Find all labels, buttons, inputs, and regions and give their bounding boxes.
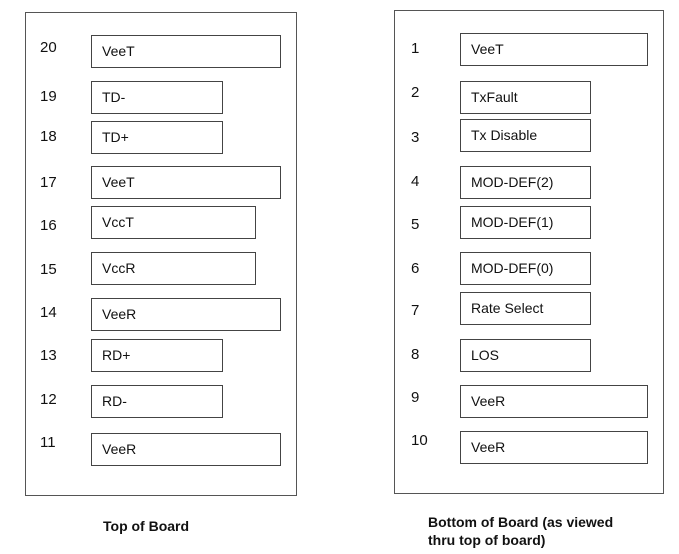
top-pin-label: VccR <box>91 252 256 285</box>
bottom-pin-number: 10 <box>411 432 428 449</box>
top-pin-number: 18 <box>40 128 57 145</box>
bottom-pin-number: 7 <box>411 302 420 319</box>
bottom-pin-number: 9 <box>411 389 420 406</box>
bottom-pin-label: VeeR <box>460 431 648 464</box>
bottom-pin-number: 8 <box>411 346 420 363</box>
top-pin-label: VeeT <box>91 35 281 68</box>
top-pin-label: VeeR <box>91 298 281 331</box>
bottom-pin-label: MOD-DEF(0) <box>460 252 591 285</box>
top-pin-number: 14 <box>40 304 57 321</box>
bottom-pin-label: VeeT <box>460 33 648 66</box>
top-pin-number: 15 <box>40 261 57 278</box>
top-pin-label: VeeT <box>91 166 281 199</box>
top-pin-label: RD- <box>91 385 223 418</box>
top-pin-number: 11 <box>40 434 56 451</box>
top-pin-label: VeeR <box>91 433 281 466</box>
top-pin-number: 12 <box>40 391 57 408</box>
bottom-pin-number: 4 <box>411 173 420 190</box>
bottom-pin-label: MOD-DEF(2) <box>460 166 591 199</box>
bottom-pin-number: 6 <box>411 260 420 277</box>
bottom-pin-label: Tx Disable <box>460 119 591 152</box>
bottom-board-caption <box>428 513 668 549</box>
top-pin-number: 13 <box>40 347 57 364</box>
top-pin-number: 19 <box>40 88 57 105</box>
bottom-pin-label: MOD-DEF(1) <box>460 206 591 239</box>
top-pin-number: 20 <box>40 39 57 56</box>
top-pin-label: RD+ <box>91 339 223 372</box>
bottom-pin-label: TxFault <box>460 81 591 114</box>
bottom-pin-number: 5 <box>411 216 420 233</box>
bottom-pin-number: 3 <box>411 129 420 146</box>
top-pin-label: TD- <box>91 81 223 114</box>
bottom-pin-label: Rate Select <box>460 292 591 325</box>
bottom-board-caption-line: Bottom of Board (as viewed <box>428 514 614 530</box>
top-pin-number: 17 <box>40 174 57 191</box>
top-pin-label: TD+ <box>91 121 223 154</box>
bottom-pin-label: LOS <box>460 339 591 372</box>
top-pin-number: 16 <box>40 217 57 234</box>
bottom-pin-number: 1 <box>411 40 420 57</box>
bottom-pin-number: 2 <box>411 84 420 101</box>
top-pin-label: VccT <box>91 206 256 239</box>
bottom-pin-label: VeeR <box>460 385 648 418</box>
bottom-board-caption-line: thru top of board) <box>428 532 546 548</box>
top-board-caption: Top of Board <box>103 518 190 534</box>
